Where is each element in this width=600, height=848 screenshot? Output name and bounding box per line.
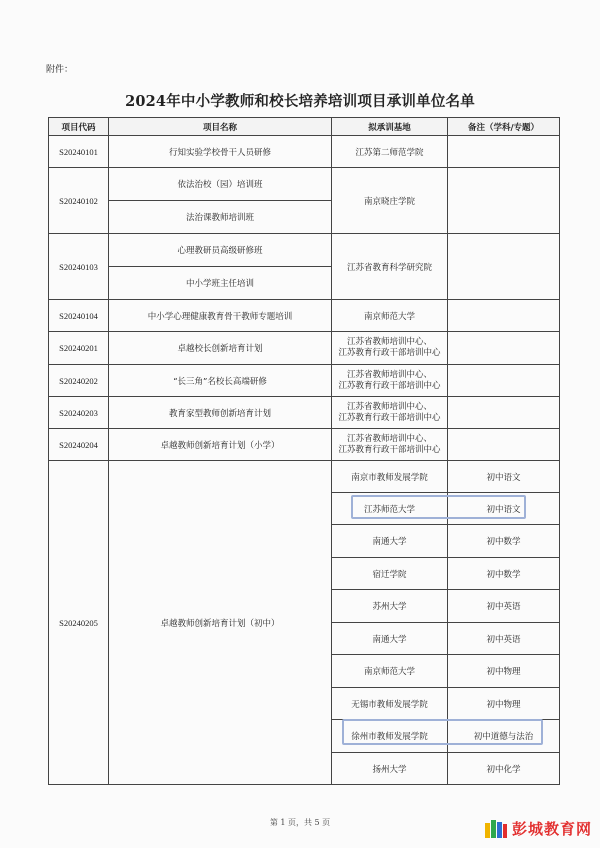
- header-code: 项目代码: [49, 118, 109, 136]
- note-cell: 初中物理: [448, 655, 560, 688]
- project-code: S20240201: [49, 332, 109, 365]
- training-base: [332, 365, 448, 397]
- header-note: 备注（学科/专题）: [448, 118, 560, 136]
- training-base: 宿迁学院: [332, 558, 448, 590]
- training-base: 南京师范大学: [332, 655, 448, 688]
- project-code: S20240101: [49, 136, 109, 168]
- table-row: [49, 397, 560, 429]
- note-cell: 初中化学: [448, 753, 560, 785]
- project-name: 法治课教师培训班: [109, 201, 332, 234]
- project-code: S20240202: [49, 365, 109, 397]
- project-name: 卓越教师创新培育计划（小学）: [109, 429, 332, 461]
- project-code: S20240103: [49, 234, 109, 300]
- project-code: S20240204: [49, 429, 109, 461]
- project-name: 行知实验学校骨干人员研修: [109, 136, 332, 168]
- table-row: [49, 168, 560, 201]
- header-name: 项目名称: [109, 118, 332, 136]
- note-cell: 初中英语: [448, 590, 560, 623]
- training-base-line: 江苏省教师培训中心、: [346, 401, 432, 412]
- note-cell: [448, 397, 560, 429]
- training-base: 徐州市教师发展学院: [332, 720, 448, 753]
- training-base: 南通大学: [332, 525, 448, 558]
- note-cell: [448, 429, 560, 461]
- table-row: [49, 300, 560, 332]
- training-base-line: 江苏教育行政干部培训中心: [338, 348, 441, 358]
- note-cell: 初中物理: [448, 688, 560, 720]
- table-row: [49, 461, 560, 493]
- training-base: 南京师范大学: [332, 300, 448, 332]
- project-table: [48, 117, 560, 785]
- note-cell: [448, 332, 560, 365]
- project-name: “长三角”名校长高端研修: [109, 365, 332, 397]
- training-base-line: 江苏省教师培训中心、: [346, 433, 432, 444]
- header-base: 拟承训基地: [332, 118, 448, 136]
- training-base: 江苏第二师范学院: [332, 136, 448, 168]
- project-name: 卓越校长创新培育计划: [109, 332, 332, 365]
- table-row: [49, 429, 560, 461]
- project-code: S20240102: [49, 168, 109, 234]
- training-base: 南京晓庄学院: [332, 168, 448, 234]
- training-base-line: 江苏教育行政干部培训中心: [338, 412, 441, 423]
- note-cell: [448, 136, 560, 168]
- project-name: 卓越教师创新培育计划（初中）: [109, 461, 332, 785]
- table-row: [49, 136, 560, 168]
- project-code: S20240104: [49, 300, 109, 332]
- training-base-line: 江苏省教师培训中心、: [346, 369, 432, 380]
- project-code: S20240205: [49, 461, 109, 785]
- training-base-line: 江苏教育行政干部培训中心: [338, 444, 441, 455]
- project-name: 教育家型教师创新培育计划: [109, 397, 332, 429]
- note-cell: 初中道德与法治: [448, 720, 560, 753]
- training-base: 南通大学: [332, 623, 448, 655]
- training-base: [332, 397, 448, 429]
- training-base: 苏州大学: [332, 590, 448, 623]
- project-code: S20240203: [49, 397, 109, 429]
- note-cell: [448, 234, 560, 300]
- project-name: 中小学班主任培训: [109, 267, 332, 300]
- training-base-line: 江苏省教师培训中心、: [346, 337, 432, 347]
- training-base: 江苏省教育科学研究院: [332, 234, 448, 300]
- table-header-row: [49, 118, 560, 136]
- training-base: [332, 429, 448, 461]
- note-cell: [448, 300, 560, 332]
- page-title: 2024年中小学教师和校长培养培训项目承训单位名单: [125, 93, 475, 110]
- page-footer: 第 1 页，共 5 页: [269, 818, 331, 827]
- training-base: 扬州大学: [332, 753, 448, 785]
- note-cell: [448, 168, 560, 234]
- training-base: 江苏师范大学: [332, 493, 448, 525]
- note-cell: [448, 365, 560, 397]
- project-name: 心理教研员高级研修班: [109, 234, 332, 267]
- table-row: [49, 234, 560, 267]
- attachment-label: 附件：: [46, 65, 74, 75]
- training-base: 南京市教师发展学院: [332, 461, 448, 493]
- table-row: [49, 365, 560, 397]
- note-cell: 初中数学: [448, 558, 560, 590]
- site-logo[interactable]: [484, 818, 592, 839]
- note-cell: 初中语文: [448, 493, 560, 525]
- note-cell: 初中数学: [448, 525, 560, 558]
- training-base: 无锡市教师发展学院: [332, 688, 448, 720]
- project-name: 依法治校（园）培训班: [109, 168, 332, 201]
- note-cell: 初中英语: [448, 623, 560, 655]
- note-cell: 初中语文: [448, 461, 560, 493]
- logo-text: 彭城教育网: [511, 820, 592, 838]
- training-base-line: 江苏教育行政干部培训中心: [338, 380, 441, 391]
- table-row: [49, 332, 560, 365]
- training-base: [332, 332, 448, 365]
- books-icon: [484, 819, 508, 839]
- project-name: 中小学心理健康教育骨干教师专题培训: [109, 300, 332, 332]
